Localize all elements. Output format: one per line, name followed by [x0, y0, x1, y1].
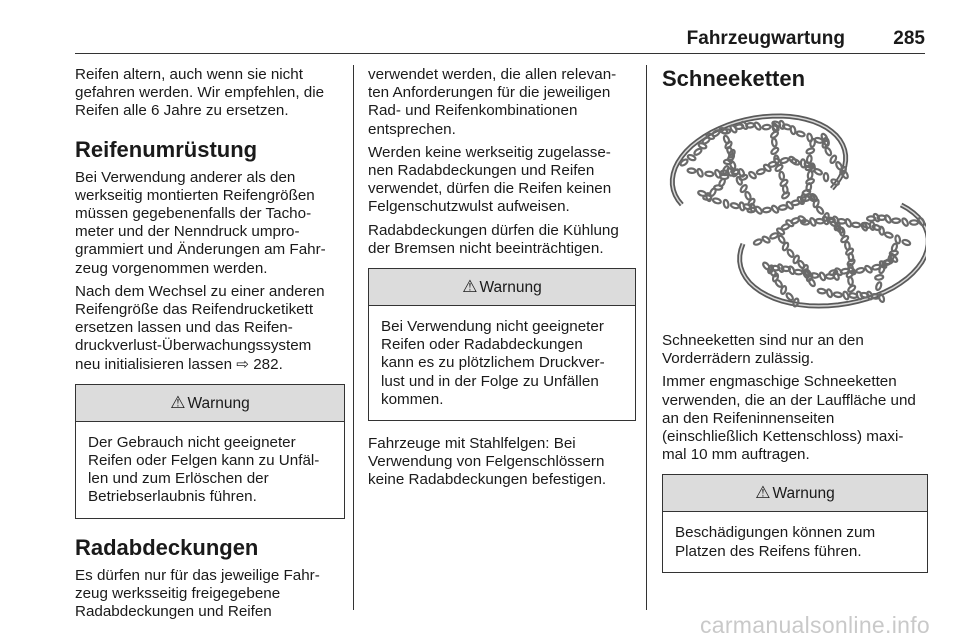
paragraph-radab-4: Radabdeckungen dürfen die Kühlung der Bremsen nicht beeinträchtigen. — [368, 221, 619, 257]
snow-chain-drawing — [672, 116, 926, 307]
chain-link — [770, 147, 779, 155]
intro-paragraph: Reifen altern, auch wenn sie nicht gefahren werden. Wir empfehlen, die Reifen alle 6 Jahre zu ersetzen. — [75, 66, 325, 120]
chain-link — [852, 222, 860, 227]
chain-link — [754, 206, 762, 215]
chain-link — [814, 168, 823, 176]
chain-link — [772, 138, 778, 147]
paragraph-stahlfelgen: Fahrzeuge mit Stahlfelgen: Bei Verwendung von Felgenschlössern keine Radabdeckungen befestigen. — [368, 435, 607, 489]
paragraph-reifen-2-text: Nach dem Wechsel zu einer anderen Reifengröße das Reifendrucketikett ersetzen lassen und das Reifen- druckverlust-Überwachungssystem neu initialisieren lassen — [75, 282, 325, 373]
chain-link — [770, 232, 779, 239]
column-divider-2 — [646, 65, 647, 610]
chain-link — [901, 218, 909, 227]
chain-link — [753, 122, 761, 131]
chain-link — [730, 202, 739, 209]
chain-link — [696, 168, 703, 177]
chain-link — [781, 191, 790, 199]
page-number: 285 — [893, 28, 925, 49]
chain-link — [845, 218, 852, 227]
chain-link — [875, 282, 882, 291]
paragraph-reifen-1: Bei Verwendung anderer als den werkseitig montierten Reifengrößen müssen gegebenenfalls der Tacho- meter und der Nenndruck umpro- grammiert und Änderungen am Fahr- zeug vorgenommen werden. — [75, 168, 326, 277]
chain-link — [834, 292, 843, 298]
page-reference-arrow-icon: ⇨ — [236, 355, 249, 373]
warning-header-1 — [76, 385, 344, 422]
chain-link — [826, 289, 833, 298]
warning-header-3 — [663, 475, 927, 512]
chain-link — [712, 198, 721, 205]
chain-link — [787, 249, 795, 258]
chain-link — [756, 168, 765, 175]
paragraph-reifen-2 — [75, 283, 345, 374]
chain-link — [864, 265, 873, 274]
chain-link — [910, 220, 918, 224]
chain-link — [856, 267, 865, 273]
watermark: carmanualsonline.info — [699, 612, 930, 638]
chain-link — [705, 171, 713, 176]
warning-header-2 — [369, 269, 635, 306]
chain-link — [771, 205, 779, 214]
chain-link — [753, 238, 762, 245]
warning-body-1: Der Gebrauch nicht geeigneter Reifen oder Felgen kann zu Unfäl- len und zum Erlöschen der Betriebserlaubnis führen. — [88, 433, 320, 506]
chain-link — [763, 207, 772, 213]
chain-link — [796, 131, 805, 138]
paragraph-schnee-1: Schneeketten sind nur an den Vorderrädern zulässig. — [662, 332, 864, 368]
paragraph-radab-2: verwendet werden, die allen relevan- ten Anforderungen für die jeweiligen Rad- und Reifenkombinationen entsprechen. — [368, 66, 617, 138]
warning-body-3: Beschädigungen können zum Platzen des Reifens führen. — [675, 524, 876, 560]
chain-link — [879, 226, 885, 235]
warning-triangle-icon: ⚠ — [462, 277, 478, 297]
chain-link — [902, 239, 911, 246]
chain-link — [808, 278, 816, 287]
chain-link — [687, 168, 695, 173]
chain-link — [824, 147, 832, 156]
chain-link — [779, 205, 788, 211]
header-rule — [75, 53, 925, 54]
warning-triangle-icon: ⚠ — [170, 392, 186, 412]
chain-link — [746, 123, 754, 128]
warning-title-1: Warnung — [187, 394, 250, 412]
chain-link — [892, 219, 900, 223]
chain-link — [895, 235, 901, 244]
chain-link — [748, 171, 757, 180]
heading-schneeketten: Schneeketten — [662, 66, 806, 91]
paragraph-schnee-2: Immer engmaschige Schneeketten verwenden, die an der Lauffläche und an den Reifeninnenseiten (einschließlich Kettenschloss) maxi- mal 10 mm auftragen. — [662, 373, 916, 464]
column-1 — [75, 66, 345, 626]
chain-link — [790, 126, 796, 135]
page-reference-link[interactable]: 282. — [253, 355, 283, 373]
warning-box-1 — [75, 384, 345, 519]
chain-link — [816, 206, 825, 215]
running-header-title: Fahrzeugwartung — [686, 28, 845, 49]
column-2 — [368, 66, 636, 495]
paragraph-radab-3: Werden keine werkseitig zugelasse- nen Radabdeckungen und Reifen verwendet, dürfen die Reifen keinen Felgenschutzwulst aufweisen. — [368, 143, 612, 216]
paragraph-radab-1: Es dürfen nur für das jeweilige Fahr- zeug werksseitig freigegebene Radabdeckungen und Reifen — [75, 566, 320, 621]
chain-link — [884, 232, 893, 239]
chain-link — [693, 148, 702, 156]
warning-box-3 — [662, 474, 928, 572]
chain-link — [884, 214, 892, 223]
chain-link — [817, 288, 826, 294]
chain-link — [780, 157, 789, 164]
chain-link — [779, 172, 785, 181]
snow-chain-illustration — [664, 100, 926, 312]
warning-title-3: Warnung — [772, 485, 835, 503]
warning-box-2 — [368, 268, 636, 421]
warning-body-2: Bei Verwendung nicht geeigneter Reifen oder Radabdeckungen kann es zu plötzlichem Druckver- lust und in der Folge zu Unfällen kommen. — [381, 318, 605, 408]
chain-link — [848, 277, 854, 286]
heading-radabdeckungen: Radabdeckungen — [75, 534, 259, 560]
column-3 — [662, 66, 928, 587]
chain-link — [762, 124, 770, 129]
chain-link — [810, 139, 816, 148]
warning-title-2: Warnung — [479, 279, 542, 297]
column-divider-1 — [353, 65, 354, 610]
chain-link — [806, 148, 815, 155]
chain-link — [847, 284, 856, 292]
chain-link — [875, 275, 884, 281]
chain-link — [806, 155, 812, 164]
chain-link — [723, 200, 729, 209]
chain-link — [824, 173, 829, 181]
heading-reifenumruestung: Reifenumrüstung — [75, 136, 258, 162]
warning-triangle-icon: ⚠ — [755, 483, 771, 503]
